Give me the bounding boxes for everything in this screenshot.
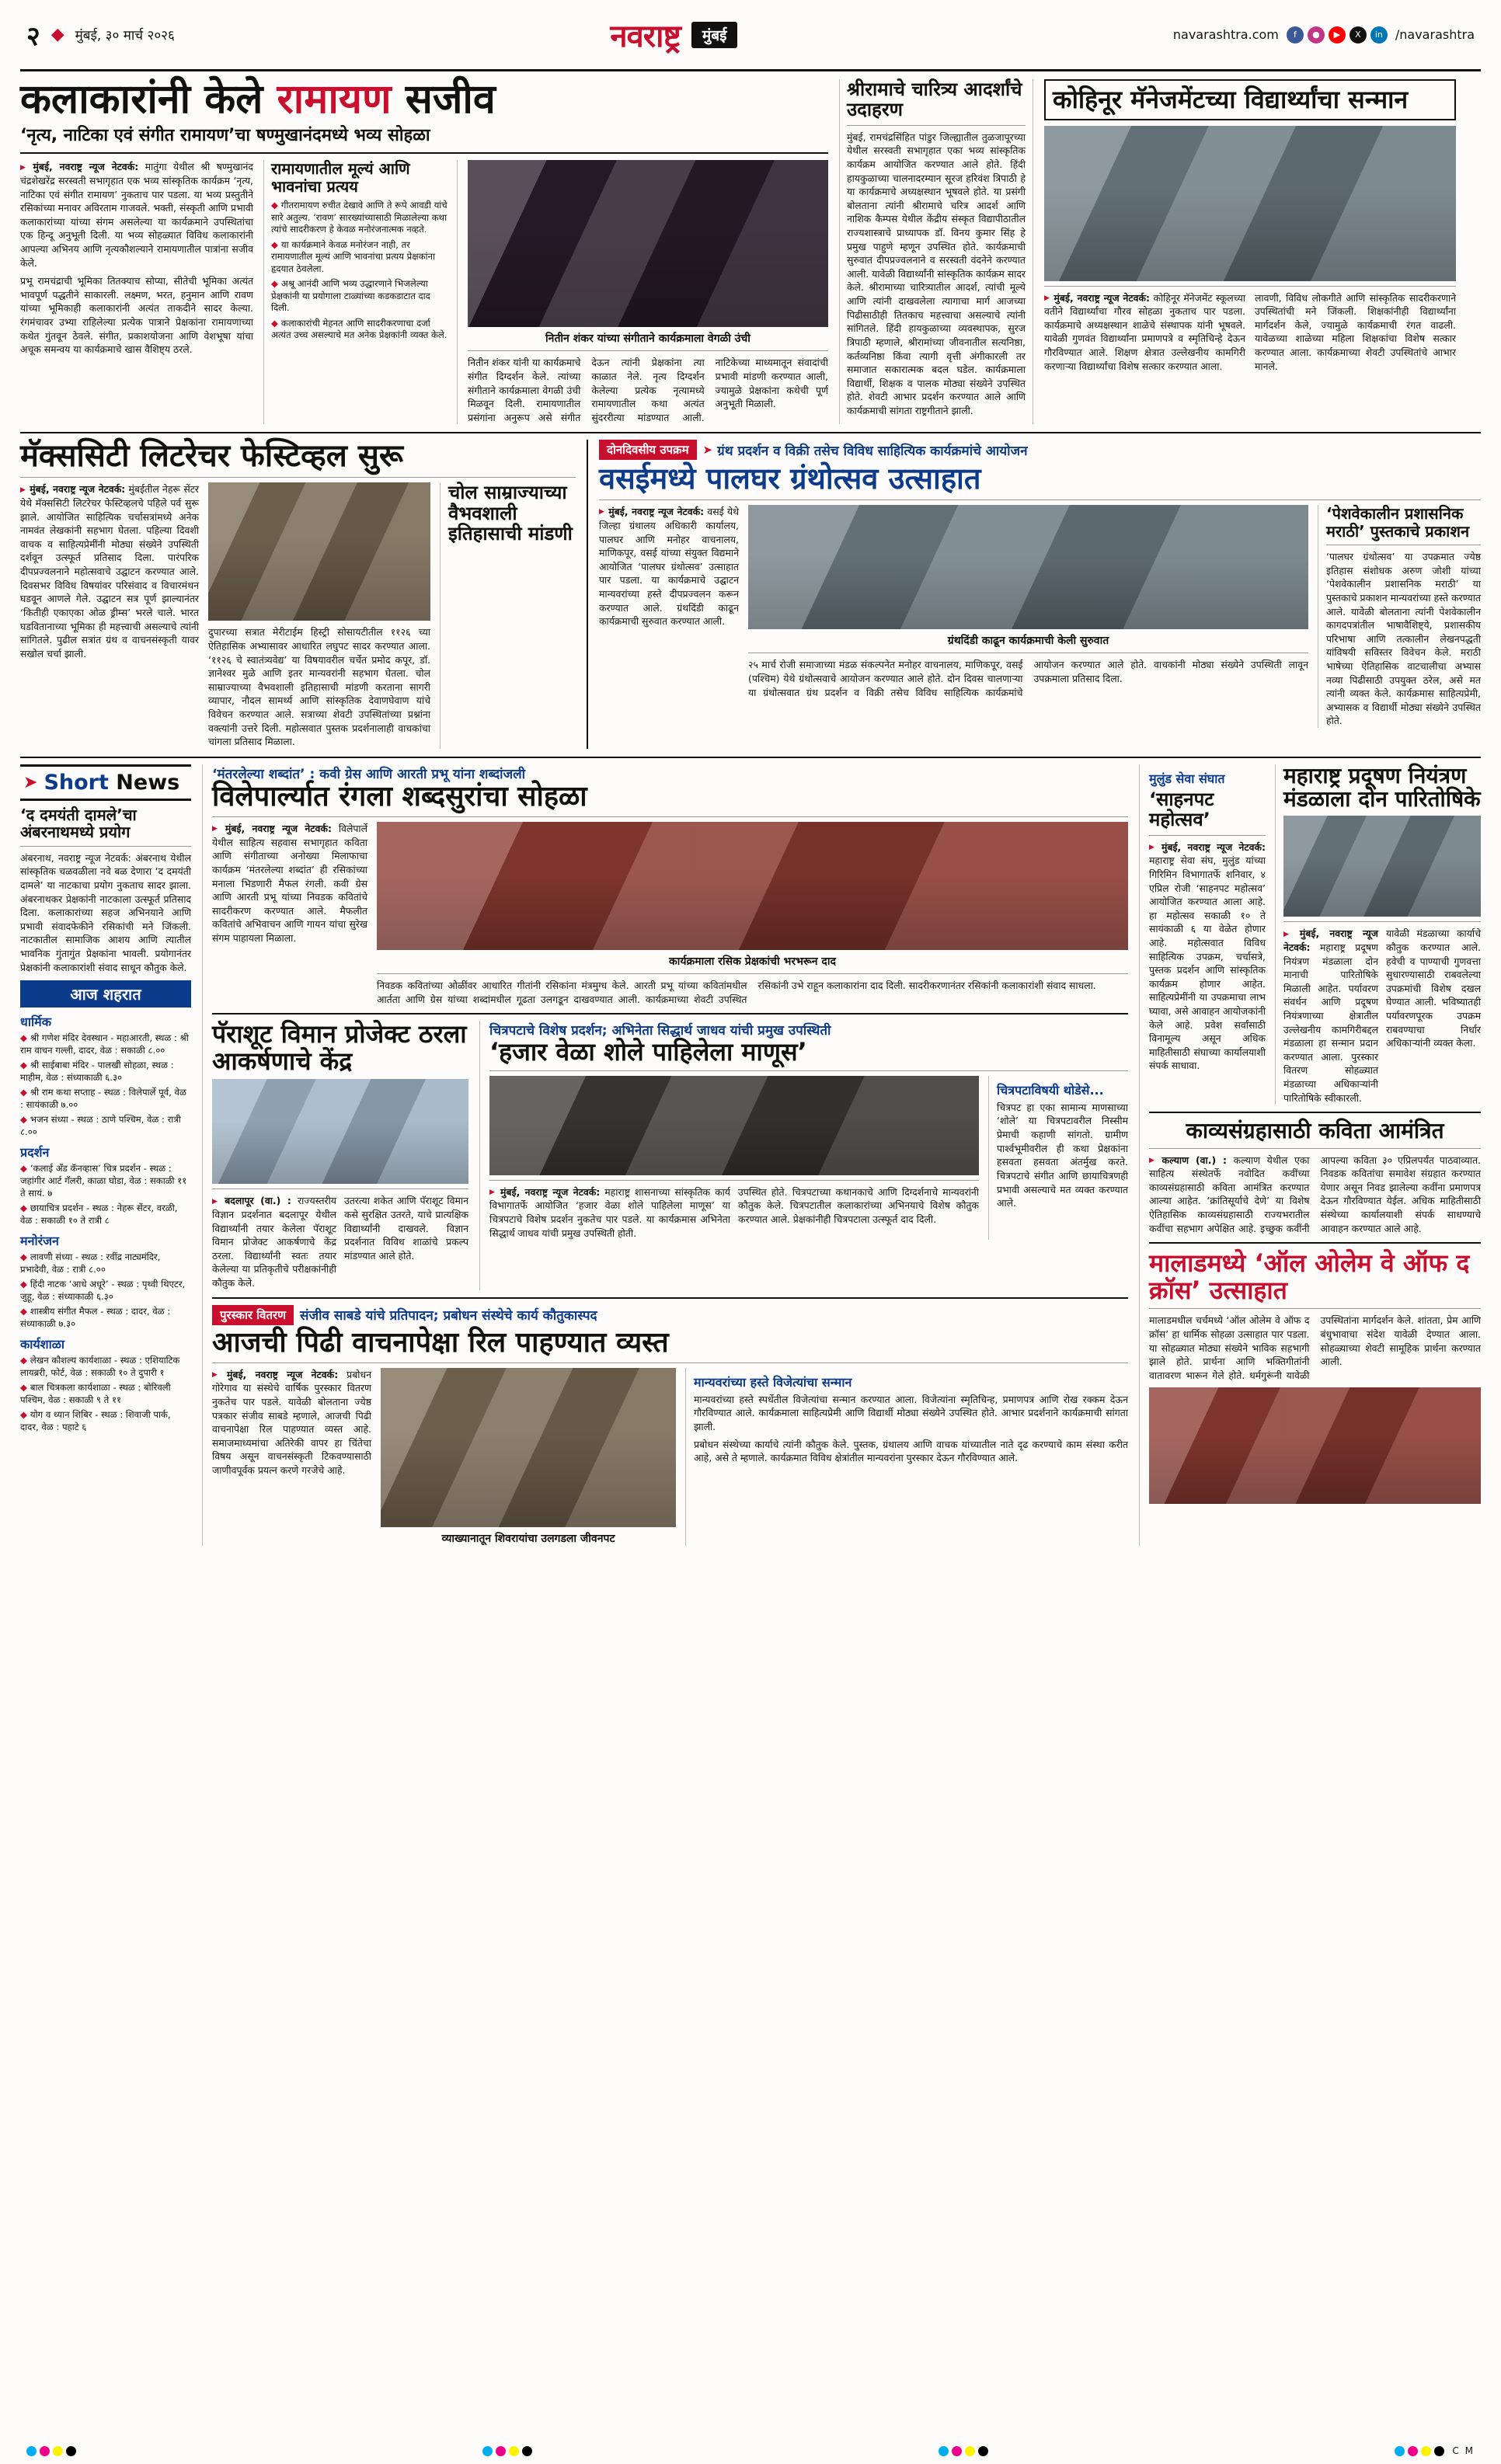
- aaj-item: बाल चित्रकला कार्यशाळा - स्थळ : बोरिवली पश्चिम, वेळ : सकाळी ९ ते ११: [20, 1382, 171, 1405]
- aaj-shahrat-head: आज शहरात: [20, 980, 191, 1008]
- vasai-story: [587, 440, 1481, 748]
- malad-body: मालाडमधील चर्चमध्ये ‘ऑल ओलेम वे ऑफ द क्रॉस’ हा धार्मिक सोहळा उत्साहात पार पडला. या सोहळ्यात मोठ्या संख्येने भाविक सहभागी झाले होते. प्रार्थना आणि भक्तिगीतांनी वातावरण भारून गेले होते. धर्मगुरूंनी यावेळी उपस्थितांना मार्गदर्शन केले. शांतता, प्रेम आणि बंधुभावाचा संदेश यावेळी देण्यात आला. सोहळ्याच्या शेवटी सामूहिक प्रार्थना करण्यात आली.: [1149, 1314, 1481, 1381]
- parachute-headline: पॅराशूट विमान प्रोजेक्ट ठरला आकर्षणाचे केंद्र: [212, 1019, 467, 1076]
- parachute-byline: ▶ बदलापूर (वा.) :: [212, 1195, 291, 1206]
- lead-body-2: प्रभू रामचंद्राची भूमिका तितक्याच सोप्या, सीतेची भूमिका अत्यंत भावपूर्ण पद्धतीने साकारली. लक्ष्मण, भरत, हनुमान आणि रावण यांच्या भूमिकाही कलाकारांनी अत्यंत ताकदीने सादर केल्या. रंगमंचावर उभ्या राहिलेल्या प्रत्येक पात्राने प्रेक्षकांना रामायणाच्या कथेत गुंतवून ठेवले. संगीत, प्रकाशयोजना आणि वेशभूषा यांचा अचूक समन्वय या कार्यक्रमाचे खास वैशिष्ट्य ठरले.: [20, 275, 253, 356]
- shole-byline: ▶ मुंबई, नवराष्ट्र न्यूज नेटवर्क:: [489, 1186, 600, 1198]
- vasai-body-right: २५ मार्च रोजी समाजाच्या मंडळ संकल्पनेत मनोहर वाचनालय, माणिकपूर, वसई (पश्चिम) येथे ग्रंथोत्सवाचे आयोजन करण्यात आले होते. दोन दिवस चालणाऱ्या या ग्रंथोत्सवात ग्रंथ प्रदर्शन व विक्री तसेच विविध साहित्यिक कार्यक्रमांचे आयोजन करण्यात आले होते. वाचकांनी मोठ्या संख्येने उपस्थिती लावून उपक्रमाला प्रतिसाद दिला.: [748, 659, 1308, 698]
- aaj-item: श्री राम कथा सप्ताह - स्थळ : विलेपार्ले पूर्व, वेळ : सायंकाळी ७.००: [20, 1087, 186, 1110]
- kohinoor-body-left: कोहिनूर मॅनेजमेंट स्कूलच्या वतीने विद्यार्थ्यांचा गौरव सोहळा नुकताच पार पडला. कार्यक्रमाचे अध्यक्षस्थान शाळेचे संस्थापक यांनी भूषवले. यावेळी गुणवंत विद्यार्थ्यांना प्रमाणपत्रे व स्मृतिचिन्हे देऊन गौरविण्यात आले. शिक्षण क्षेत्रात उल्लेखनीय कामगिरी करणाऱ्या विद्यार्थ्यांचा विशेष सत्कार करण्यात आला.: [1044, 291, 1245, 372]
- aaj-section-title: प्रदर्शन: [20, 1145, 50, 1161]
- list-item: ◆ शास्त्रीय संगीत मैफल - स्थळ : दादर, वेळ : संध्याकाळी ७.३०: [20, 1306, 171, 1329]
- maxcity-story: [20, 440, 576, 748]
- short-news-item-body: अंबरनाथ, नवराष्ट्र न्यूज नेटवर्क: अंबरनाथ येथील सांस्कृतिक चळवळीला नवे बळ देणारा ‘द दमयंती दामले’ या नाटकाचा प्रयोग नुकताच सादर झाला. अंबरनाथकर प्रेक्षकांनी नाटकाला उत्स्फूर्त प्रतिसाद दिला. कलाकारांच्या सहज अभिनयाने आणि प्रभावी संवादफेकीने रसिकांची मने जिंकली. नाटकातील सामाजिक आशय आणि त्यातील भावनिक गुंतागुंत प्रेक्षकांना भावली. प्रयोगानंतर प्रेक्षकांनी कलाकारांशी संवाद साधून कौतुक केले.: [20, 851, 191, 973]
- social-icons: [1287, 26, 1388, 44]
- vileparle-byline: ▶ मुंबई, नवराष्ट्र न्यूज नेटवर्क:: [212, 823, 332, 834]
- lead-point-text: या कार्यक्रमाने केवळ मनोरंजन नाही, तर रामायणातील मूल्यं आणि भावनांचा प्रत्यय प्रेक्षकांना हृदयात ठेवलेला.: [271, 238, 435, 274]
- left-rail: [20, 764, 191, 1546]
- vasai-headline: वसईमध्ये पालघर ग्रंथोत्सव उत्साहात: [599, 461, 981, 496]
- mulund-headline: ‘साहनपट महोत्सव’: [1149, 788, 1214, 831]
- vasai-byline: ▶ मुंबई, नवराष्ट्र न्यूज नेटवर्क:: [599, 506, 704, 517]
- arrow-icon: ➤: [23, 772, 38, 792]
- aaj-section-title: धार्मिक: [20, 1014, 51, 1030]
- list-item: ◆ श्री साईबाबा मंदिर - पालखी सोहळा, स्थळ : माहीम, वेळ : संध्याकाळी ६.३०: [20, 1060, 174, 1083]
- pollution-body-right: यावेळी मंडळाच्या कार्याचे कौतुक करण्यात आले. हवेची व पाण्याची गुणवत्ता सुधारण्यासाठी राबवलेल्या उपक्रमांची विशेष दखल घेण्यात आली. भविष्यातही पर्यावरणपूरक उपक्रम राबवण्याचा निर्धार अधिकाऱ्यांनी व्यक्त केला.: [1386, 927, 1481, 1049]
- awards-body-right: प्रबोधन संस्थेच्या कार्याचे त्यांनी कौतुक केले. पुस्तक, ग्रंथालय आणि वाचक यांच्यातील नाते दृढ करण्याचे काम संस्था करीत आहे, असे ते म्हणाले. कार्यक्रमात विविध क्षेत्रांतील मान्यवरांना पुरस्कार देऊन गौरविण्यात आले.: [694, 1438, 1128, 1464]
- lead-story: [20, 76, 828, 424]
- vasai-body-left: वसई येथे जिल्हा ग्रंथालय अधिकारी कार्यालय, पालघर आणि मनोहर वाचनालय, माणिकपूर, वसई यांच्या संयुक्त विद्यमाने आयोजित ‘पालघर ग्रंथोत्सव’ उत्साहात पार पडला. या कार्यक्रमाचे उद्घाटन मान्यवरांच्या हस्ते दीपप्रज्वलन करून करण्यात आले. ग्रंथदिंडी काढून कार्यक्रमाची सुरुवात करण्यात आली.: [599, 506, 740, 628]
- list-item: ◆ अश्रू आनंदी आणि भव्य उद्धारणाने भिजलेल्या प्रेक्षकांनी या प्रयोगाला टाळ्यांच्या कडकडाटात दाद दिली.: [271, 278, 430, 314]
- masthead-center: [610, 13, 737, 56]
- lead-text-cols: [20, 160, 253, 424]
- lead-box-head: रामायणातील मूल्यं आणि भावनांचा प्रत्यय: [271, 159, 410, 196]
- awards-side-head: मान्यवरांच्या हस्ते विजेत्यांचा सन्मान: [694, 1374, 852, 1390]
- kohinoor-box: [1044, 79, 1456, 120]
- kohinoor-photo: [1044, 126, 1456, 281]
- vileparle-body-right: निवडक कवितांच्या ओळींवर आधारित गीतांनी रसिकांना मंत्रमुग्ध केले. आरती प्रभू यांच्या कवितांमधील आर्तता आणि ग्रेस यांच्या शब्दांमधील गूढता उलगडून दाखवण्यात आली. कार्यक्रमाच्या शेवटी उपस्थित रसिकांनी उभे राहून कलाकारांना दाद दिली. सादरीकरणानंतर रसिकांनी कलाकारांशी संवाद साधला.: [377, 980, 1096, 1005]
- mulund-kicker: मुलुंड सेवा संघात: [1149, 771, 1225, 786]
- arrow-icon: ➤: [702, 443, 713, 458]
- aaj-item: हिंदी नाटक ‘आधे अधूरे’ - स्थळ : पृथ्वी थिएटर, जुहू, वेळ : संध्याकाळी ६.३०: [20, 1279, 186, 1302]
- mulund-story: [1149, 764, 1266, 1105]
- shole-headline: ‘हजार वेळा शोले पाहिलेला माणूस’: [489, 1037, 807, 1067]
- malad-photo: [1149, 1387, 1481, 1504]
- short-news-title-b: News: [116, 770, 180, 795]
- list-item: ◆ ‘कलाई अँड कॅनव्हास’ चित्र प्रदर्शन - स्थळ : जहांगीर आर्ट गॅलरी, काळा घोडा, वेळ : सकाळी ११ ते सायं. ७: [20, 1163, 187, 1199]
- lead-point-text: अश्रू आनंदी आणि भव्य उद्धारणाने भिजलेल्या प्रेक्षकांनी या प्रयोगाला टाळ्यांच्या कडकडाटात दाद दिली.: [271, 278, 430, 314]
- facebook-icon[interactable]: f: [1287, 26, 1304, 44]
- awards-body-left: प्रबोधन गोरेगाव या संस्थेचे वार्षिक पुरस्कार वितरण नुकतेच पार पडले. यावेळी बोलताना ज्येष्ठ पत्रकार संजीव साबडे म्हणाले, आजची पिढी वाचनापेक्षा रिल पाहण्यात व्यस्त आहे. समाजमाध्यमांचा अतिरेकी वापर हा चिंतेचा विषय असून वाचनसंस्कृती टिकवण्यासाठी जाणीवपूर्वक प्रयत्न करणे गरजेचे आहे.: [212, 1368, 371, 1477]
- parachute-body-left: राज्यस्तरीय विज्ञान प्रदर्शनात बदलापूर येथील विद्यार्थ्यांनी तयार केलेला पॅराशूट विमान प्रोजेक्ट आकर्षणाचे केंद्र ठरला. विद्यार्थ्यांनी स्वतः तयार केलेल्या या प्रतिकृतीचे परीक्षकांनीही कौतुक केले.: [212, 1195, 336, 1289]
- color-dots-right: [1395, 2446, 1444, 2456]
- lead-headline-part2: सजीव: [391, 76, 496, 123]
- right-rail: [1139, 764, 1481, 1546]
- maxcity-sub-headline: चोल साम्राज्याच्या वैभवशाली इतिहासाची मांडणी: [448, 482, 573, 545]
- kavya-body: कल्याण येथील एका साहित्य संस्थेतर्फे नवोदित कवींच्या काव्यसंग्रहासाठी कविता आमंत्रित करण्यात आल्या आहेत. ‘क्रांतिसूर्याचे देणे’ या विशेष ऐतिहासिक काव्यसंग्रहासाठी राज्यभरातील कवींचा सहभाग अपेक्षित आहे. इच्छुक कवींनी आपल्या कविता ३० एप्रिलपर्यंत पाठवाव्यात. निवडक कवितांचा समावेश संग्रहात करण्यात येणार असून निवड झालेल्या कवींना प्रमाणपत्र देऊन गौरविण्यात येईल. अधिक माहितीसाठी संस्थेच्या कार्यालयाशी संपर्क साधण्याचे आवाहन करण्यात आले आहे.: [1149, 1154, 1481, 1234]
- vileparle-body-left: विलेपार्ले येथील साहित्य सहवास सभागृहात कविता आणि संगीताच्या अनोख्या मिलाफाचा कार्यक्रम ‘मंतरलेल्या शब्दांत’ ही रसिकांच्या मनाला भिडणारी मैफल रंगली. कवी ग्रेस आणि आरती प्रभू यांच्या निवडक कवितांचे सादरीकरण करण्यात आले. मैफलीत कवितांचे अभिवाचन आणि गायन यांचा सुरेख संगम पाहायला मिळाला.: [212, 823, 367, 944]
- parachute-shole-block: [212, 1021, 1128, 1289]
- vileparle-story: [212, 764, 1128, 1006]
- lead-photo-caption: नितीन शंकर यांच्या संगीताने कार्यक्रमाला वेगळी उंची: [545, 332, 750, 346]
- cm-mark: C M: [1452, 2445, 1475, 2456]
- list-item: ◆ कलाकारांची मेहनत आणि सादरीकरणाचा दर्जा अत्यंत उच्च असल्याचे मत अनेक प्रेक्षकांनी व्यक्त केले.: [271, 317, 448, 341]
- bullet-icon: ◆: [50, 25, 64, 44]
- top-block: [20, 71, 1481, 424]
- lead-photo: [468, 160, 828, 327]
- awards-kicker: संजीव साबडे यांचे प्रतिपादन; प्रबोधन संस्थेचे कार्य कौतुकास्पद: [300, 1308, 597, 1324]
- vasai-kicker-badge: दोनदिवसीय उपक्रम: [599, 440, 697, 460]
- brand-title: नवराष्ट्र: [610, 19, 681, 54]
- vasai-side-headline: ‘पेशवेकालीन प्रशासनिक मराठी’ पुस्तकाचे प्रकाशन: [1326, 504, 1470, 541]
- masthead-left: [26, 17, 175, 53]
- list-item: ◆ गीतरामायण रुचीत देखावे आणि ते रूपे आवडी यांचे सारे अतुल्य. ‘रावण’ सारख्यांच्यासाठी मिळालेल्या कथा त्यांचे सादरीकरण हे केवळ मनोरंजनात्मक नव्हते.: [271, 200, 448, 235]
- lead-headline-highlight: रामायण: [277, 76, 392, 123]
- aaj-item: श्री गणेश मंदिर देवस्थान - महाआरती, स्थळ : श्री राम वाचन गल्ली, दादर, वेळ : सकाळी ८.००: [20, 1032, 189, 1056]
- mulund-body: महाराष्ट्र सेवा संघ, मुलुंड यांच्या गिरिमिन विभागातर्फे शनिवार, ४ एप्रिल रोजी ‘साहनपट महोत्सव’ आयोजित करण्यात आला आहे. हा महोत्सव सकाळी १० ते सायंकाळी ६ या वेळेत होणार आहे. महोत्सवात विविध साहित्यिक उपक्रम, चर्चासत्रे, पुस्तक प्रदर्शन आणि सांस्कृतिक कार्यक्रम होणार आहेत. साहित्यप्रेमींनी या उपक्रमाचा लाभ घ्यावा, असे आवाहन आयोजकांनी केले आहे. प्रवेश सर्वांसाठी विनामूल्य असून अधिक माहितीसाठी संघाच्या कार्यालयाशी संपर्क साधावा.: [1149, 854, 1266, 1072]
- aaj-item: योग व ध्यान शिबिर - स्थळ : शिवाजी पार्क, दादर, वेळ : पहाटे ६: [20, 1409, 171, 1432]
- instagram-icon[interactable]: ●: [1308, 26, 1325, 44]
- lead-point-text: कलाकारांची मेहनत आणि सादरीकरणाचा दर्जा अत्यंत उच्च असल्याचे मत अनेक प्रेक्षकांनी व्यक्त केले.: [271, 317, 448, 341]
- awards-story: [212, 1305, 1128, 1546]
- awards-headline: आजची पिढी वाचनापेक्षा रिल पाहण्यात व्यस्त: [212, 1326, 669, 1359]
- aaj-item: श्री साईबाबा मंदिर - पालखी सोहळा, स्थळ : माहीम, वेळ : संध्याकाळी ६.३०: [20, 1060, 174, 1083]
- parachute-photo: [212, 1079, 468, 1184]
- list-item: ◆ या कार्यक्रमाने केवळ मनोरंजन नाही, तर रामायणातील मूल्यं आणि भावनांचा प्रत्यय प्रेक्षकांना हृदयात ठेवलेला.: [271, 238, 435, 274]
- ram-headline: श्रीरामाचे चारित्र्य आदर्शांचे उदाहरण: [847, 78, 1022, 121]
- aaj-section-title: मनोरंजन: [20, 1234, 59, 1249]
- ram-body: मुंबई, रामचंद्रसिंहित पांडुर जिल्ह्यातील तुळजापूरच्या येथील सरस्वती सभागृहात एका भव्य सांस्कृतिक कार्यक्रम आयोजित करण्यात आले होते. हिंदी हायकुळाच्या चालनादरम्यान सूरज हरिवंश त्रिपाठी हे या कार्यक्रमाचे अध्यक्षस्थान भूषवले होते. या प्रसंगी बोलताना त्यांनी श्रीरामाचे चरित्र आदर्श आणि नाशिक कैम्पस येथील केंद्रीय संस्कृत विद्यापीठातील राज्यशास्त्राचे प्राध्यापक डॉ. विनय कुमार सिंह हे प्रमुख पाहुणे म्हणून उपस्थित होते. कार्यक्रमाची सुरुवात दीपप्रज्वलनाने व सरस्वती वंदनेने करण्यात आली. यावेळी विद्यार्थ्यांनी सांस्कृतिक कार्यक्रम सादर केले. श्रीरामाच्या चारित्र्यातील आदर्श, त्यांची मूल्ये आणि त्यांनी दाखवलेला त्यागाचा मार्ग आजच्या पिढीसाठीही तितकाच महत्त्वाचा असल्याचे त्यांनी सांगितले. हिंदी हायकुळाच्या व्यवस्थापक, सुरज त्रिपाठी म्हणाले, श्रीरामांच्या जीवनातील सत्यनिष्ठा, कर्तव्यनिष्ठा किंवा त्यागी वृत्ती अंगीकारली तर समाजात सकारात्मक बदल घडेल. कार्यक्रमाला विद्यार्थी, शिक्षक व पालक मोठ्या संख्येने उपस्थित होते. शेवटी आभार प्रदर्शन करण्यात आले आणि कार्यक्रमाची सांगता राष्ट्रगीताने झाली.: [847, 131, 1026, 416]
- vileparle-headline: विलेपार्ल्यात रंगला शब्दसुरांचा सोहळा: [212, 780, 587, 813]
- awards-byline: ▶ मुंबई, नवराष्ट्र न्यूज नेटवर्क:: [212, 1369, 338, 1380]
- masthead-date: मुंबई, ३० मार्च २०२६: [75, 28, 175, 44]
- linkedin-icon[interactable]: in: [1370, 26, 1388, 44]
- aaj-item: छायाचित्र प्रदर्शन - स्थळ : नेहरू सेंटर, वरळी, वेळ : सकाळी १० ते रात्री ८: [20, 1202, 178, 1226]
- pollution-byline: ▶ मुंबई, नवराष्ट्र न्यूज नेटवर्क:: [1283, 927, 1378, 953]
- lead-subhead: ‘नृत्य, नाटिका एवं संगीत रामायण’चा षण्मुखानंदमध्ये भव्य सोहळा: [20, 126, 430, 145]
- parachute-body-right: उतरत्या शकेत आणि पॅराशूट विमान कसे सुरक्षित उतरते, याचे प्रात्यक्षिक विद्यार्थ्यांनी दाखवले. विज्ञान प्रदर्शनात विविध शाळांचे प्रकल्प मांडण्यात आले होते.: [344, 1195, 468, 1262]
- maxcity-photo: [208, 482, 430, 621]
- short-news-bar: [20, 764, 191, 801]
- lead-values-box: [263, 160, 458, 424]
- vasai-photo: [748, 505, 1308, 629]
- kohinoor-byline: ▶ मुंबई, नवराष्ट्र न्यूज नेटवर्क:: [1044, 292, 1150, 304]
- shole-side-head: चित्रपटाविषयी थोडेसे...: [997, 1082, 1104, 1098]
- pollution-photo: [1283, 816, 1481, 917]
- awards-photo-caption: व्याख्यानातून शिवरायांचा उलगडला जीवनपट: [441, 1532, 615, 1545]
- pollution-headline: महाराष्ट्र प्रदूषण नियंत्रण मंडळाला दोन पारितोषिके: [1283, 762, 1481, 813]
- maxcity-sub-body: दुपारच्या सत्रात मेरीटाईम हिस्ट्री सोसायटीतील ११२६ च्या ऐतिहासिक अभ्यासावर आधारित लघुपट सादर करण्यात आला. ‘११२६ चे स्वातंत्र्यवेद्य’ या विषयावरील चर्चेत प्रमोद कपूर, डॉ. ज्ञानेश्वर मुळे आणि इतर मान्यवरांनी सहभाग घेतला. चोल साम्राज्याच्या वैभवशाली इतिहासाची मांडणी करताना सागरी व्यापार, नौदल सामर्थ्य आणि सांस्कृतिक देवाणघेवाण यांचे विवेचन करण्यात आले. सत्राच्या शेवटी उपस्थितांच्या प्रश्नांना वक्त्यांनी उत्तरे दिली. महोत्सवात पुस्तक प्रदर्शनालाही वाचकांचा चांगला प्रतिसाद मिळाला.: [208, 626, 430, 748]
- kohinoor-story: [1044, 79, 1456, 424]
- lower-block: [20, 764, 1481, 1546]
- lead-headline-part1: कलाकारांनी केले: [20, 76, 277, 123]
- vasai-photo-caption: ग्रंथदिंडी काढून कार्यक्रमाची केली सुरुवात: [947, 635, 1109, 648]
- list-item: ◆ बाल चित्रकला कार्यशाळा - स्थळ : बोरिवली पश्चिम, वेळ : सकाळी ९ ते ११: [20, 1382, 171, 1405]
- masthead: [20, 0, 1481, 71]
- awards-badge: पुरस्कार वितरण: [212, 1305, 294, 1325]
- list-item: ◆ भजन संध्या - स्थळ : ठाणे पश्चिम, वेळ : रात्री ८.००: [20, 1114, 181, 1137]
- shole-story: [479, 1021, 1128, 1289]
- vasai-side-body: ‘पालघर ग्रंथोत्सव’ या उपक्रमात ज्येष्ठ इतिहास संशोधक अरुण जोशी यांच्या ‘पेशवेकालीन प्रशासनिक मराठी’ या पुस्तकाचे प्रकाशन मान्यवरांच्या हस्ते करण्यात आले. यावेळी बोलताना त्यांनी पेशवेकालीन कागदपत्रांतील भाषावैशिष्ट्ये, प्रशासकीय परिभाषा आणि तत्कालीन लेखनपद्धती यांविषयी सविस्तर विवेचन केले. मराठी भाषेच्या ऐतिहासिक वाटचालीचा अभ्यास नव्या पिढीसाठी उपयुक्त ठरेल, असे मत त्यांनी व्यक्त केले. कार्यक्रमास साहित्यप्रेमी, अभ्यासक व विद्यार्थी मोठ्या संख्येने उपस्थित होते.: [1326, 551, 1481, 727]
- pollution-story: [1275, 764, 1481, 1105]
- aaj-section: [20, 1143, 191, 1227]
- website-url[interactable]: navarashtra.com: [1172, 27, 1279, 42]
- list-item: ◆ लावणी संध्या - स्थळ : रवींद्र नाट्यमंदिर, प्रभादेवी, वेळ : रात्री ८.००: [20, 1251, 161, 1275]
- mulund-pollution-block: [1149, 764, 1481, 1105]
- vasai-kicker-line: ग्रंथ प्रदर्शन व विक्री तसेच विविध साहित्यिक कार्यक्रमांचे आयोजन: [717, 443, 1028, 459]
- aaj-section: [20, 1013, 191, 1138]
- list-item: ◆ श्री गणेश मंदिर देवस्थान - महाआरती, स्थळ : श्री राम वाचन गल्ली, दादर, वेळ : सकाळी ८.००: [20, 1032, 189, 1056]
- color-dots-left: [26, 2446, 76, 2456]
- kohinoor-headline: कोहिनूर मॅनेजमेंटच्या विद्यार्थ्यांचा सन्मान: [1053, 85, 1409, 114]
- short-news-title-a: Short: [44, 770, 109, 795]
- awards-photo: [381, 1368, 676, 1527]
- list-item: ◆ लेखन कौशल्य कार्यशाळा - स्थळ : एशियाटिक लायब्ररी, फोर्ट, वेळ : सकाळी १० ते दुपारी १: [20, 1355, 180, 1378]
- youtube-icon[interactable]: ▶: [1329, 26, 1346, 44]
- page-number: २: [26, 20, 40, 52]
- list-item: ◆ छायाचित्र प्रदर्शन - स्थळ : नेहरू सेंटर, वरळी, वेळ : सकाळी १० ते रात्री ८: [20, 1202, 178, 1226]
- kavya-byline: ▶ कल्याण (वा.) :: [1149, 1154, 1227, 1166]
- aaj-item: लावणी संध्या - स्थळ : रवींद्र नाट्यमंदिर, प्रभादेवी, वेळ : रात्री ८.००: [20, 1251, 161, 1275]
- shole-body-left: महाराष्ट्र शासनाच्या सांस्कृतिक कार्य विभागातर्फे आयोजित ‘हजार वेळा शोले पाहिलेला माणूस’ या चित्रपटाचे विशेष प्रदर्शन नुकतेच पार पडले. या कार्यक्रमास अभिनेता सिद्धार्थ जाधव यांची प्रमुख उपस्थिती होती.: [489, 1185, 730, 1239]
- masthead-right: [1173, 26, 1475, 44]
- malad-story: [1149, 1250, 1481, 1504]
- kavya-headline: काव्यसंग्रहासाठी कविता आमंत्रित: [1186, 1118, 1444, 1144]
- list-item: ◆ श्री राम कथा सप्ताह - स्थळ : विलेपार्ले पूर्व, वेळ : सायंकाळी ७.००: [20, 1087, 186, 1110]
- vileparle-photo: [377, 822, 1128, 950]
- list-item: ◆ योग व ध्यान शिबिर - स्थळ : शिवाजी पार्क, दादर, वेळ : पहाटे ६: [20, 1409, 171, 1432]
- lead-byline: ▶ मुंबई, नवराष्ट्र न्यूज नेटवर्क:: [20, 161, 138, 172]
- maxcity-byline: ▶ मुंबई, नवराष्ट्र न्यूज नेटवर्क:: [20, 483, 125, 495]
- maxcity-headline: मॅक्ससिटी लिटरेचर फेस्टिव्हल सुरू: [20, 438, 403, 475]
- ram-character-story: [839, 79, 1033, 424]
- shole-photo: [489, 1076, 979, 1175]
- vileparle-kicker: ‘मंतरलेल्या शब्दांत’ : कवी ग्रेस आणि आरती प्रभू यांना शब्दांजली: [212, 766, 526, 782]
- aaj-item: भजन संध्या - स्थळ : ठाणे पश्चिम, वेळ : रात्री ८.००: [20, 1114, 181, 1137]
- shole-body-right: उपस्थित होते. चित्रपटाच्या कथानकाचे आणि दिग्दर्शनाचे मान्यवरांनी कौतुक केले. चित्रपटातील कलाकारांच्या अभिनयाचे विशेष कौतुक करण्यात आले. प्रेक्षकांनीही चित्रपटाला उत्स्फूर्त दाद दिली.: [738, 1185, 979, 1226]
- aaj-item: लेखन कौशल्य कार्यशाळा - स्थळ : एशियाटिक लायब्ररी, फोर्ट, वेळ : सकाळी १० ते दुपारी १: [20, 1355, 180, 1378]
- lead-point-text: गीतरामायण रुचीत देखावे आणि ते रूपे आवडी यांचे सारे अतुल्य. ‘रावण’ सारख्यांच्यासाठी मिळालेल्या कथा त्यांचे सादरीकरण हे केवळ मनोरंजनात्मक नव्हते.: [271, 200, 448, 235]
- center-rail: [202, 764, 1128, 1546]
- pollution-body-left: महाराष्ट्र प्रदूषण नियंत्रण मंडळाला दोन मानाची पारितोषिके मिळाली आहेत. पर्यावरण संवर्धन आणि प्रदूषण नियंत्रणाच्या क्षेत्रातील उल्लेखनीय कामगिरीबद्दल मंडळाला हा सन्मान प्रदान करण्यात आला. पुरस्कार वितरण सोहळ्यात मंडळाच्या अधिकाऱ्यांनी पारितोषिके स्वीकारली.: [1283, 941, 1378, 1104]
- short-news-item-head: ‘द दमयंती दामले’चा अंबरनाथमध्ये प्रयोग: [20, 805, 137, 842]
- mulund-byline: ▶ मुंबई, नवराष्ट्र न्यूज नेटवर्क:: [1149, 841, 1266, 853]
- color-dots-mid1: [482, 2446, 532, 2456]
- malad-headline: मालाडमध्ये ‘ऑल ओलेम वे ऑफ द क्रॉस’ उत्साहात: [1149, 1248, 1470, 1305]
- kavya-story: [1149, 1119, 1481, 1235]
- lead-photo-block: [468, 160, 828, 424]
- aaj-section-title: कार्यशाळा: [20, 1337, 65, 1352]
- shole-side-body: चित्रपट हा एका सामान्य माणसाच्या ‘शोले’ या चित्रपटावरील निस्सीम प्रेमाची कहाणी सांगतो. ग्रामीण पार्श्वभूमीवरील ही कथा प्रेक्षकांना हसवता हसवता अंतर्मुख करते. चित्रपटाचे संगीत आणि छायाचित्रणही प्रभावी असल्याचे मत व्यक्त करण्यात आले.: [997, 1101, 1128, 1209]
- aaj-section: [20, 1335, 191, 1433]
- lead-photo-sub: नितीन शंकर यांनी या कार्यक्रमाचे संगीत दिग्दर्शन केले. त्यांच्या संगीताने कार्यक्रमाला वेगळी उंची मिळवून दिली. रामायणातील प्रसंगांना अनुरूप असे संगीत देऊन त्यांनी प्रेक्षकांना त्या काळात नेले. नृत्य दिग्दर्शन केलेल्या प्रत्येक नृत्यामध्ये रामायणातील कथा अत्यंत सुंदररीत्या मांडण्यात आली. नाटिकेच्या माध्यमातून संवादांची प्रभावी मांडणी करण्यात आली, ज्यामुळे प्रेक्षकांना कथेची पूर्ण अनुभूती मिळाली.: [468, 357, 828, 423]
- social-handle[interactable]: /navarashtra: [1395, 27, 1475, 42]
- shole-kicker: चित्रपटाचे विशेष प्रदर्शन; अभिनेता सिद्धार्थ जाधव यांची प्रमुख उपस्थिती: [489, 1023, 831, 1039]
- vileparle-photo-caption: कार्यक्रमाला रसिक प्रेक्षकांची भरभरून दाद: [669, 955, 836, 969]
- middle-block: [20, 440, 1481, 748]
- kohinoor-body-right: लावणी, विविध लोकगीते आणि सांस्कृतिक सादरीकरणाने उपस्थितांची मने जिंकली. शिक्षकांनीही विद्यार्थ्यांना मार्गदर्शन केले, ज्यामुळे कार्यक्रमाची रंगत वाढली. यावेळच्या शाळेच्या महिला शिक्षकांचा विशेष सत्कार करण्यात आला. कार्यक्रमाच्या शेवटी उपस्थितांचे आभार मानले.: [1255, 291, 1456, 372]
- city-badge: मुंबई: [691, 22, 738, 48]
- twitter-icon[interactable]: X: [1350, 26, 1367, 44]
- aaj-section: [20, 1232, 191, 1330]
- maxcity-body: मुंबईतील नेहरू सेंटर येथे मॅक्ससिटी लिटरेचर फेस्टिव्हलचे पहिले पर्व सुरू झाले. आयोजित साहित्यिक चर्चासत्रांमध्ये अनेक नामवंत लेखकांनी सहभाग घेतला. पहिल्या दिवशी वाचक व साहित्यप्रेमींनी मोठ्या संख्येने उपस्थिती दर्शवून उत्स्फूर्त प्रतिसाद दिला. पारंपरिक दीपप्रज्वलनाने महोत्सवाचे उद्घाटन करण्यात आले. दिवसभर विविध विषयांवर परिसंवाद व विचारमंथन घडवून आणले गेले. उद्घाटन सत्र पूर्ण झाल्यानंतर ‘कितीही एकाएका ओळ ड्रीम्स’ भरले चाले. भारत घडवितानाच्या भूमिका ही महत्त्वाची असल्याचे त्यांनी सांगितले. पुढील सत्रांत ग्रंथ व वाचनसंस्कृती यावर सखोल चर्चा झाली.: [20, 483, 200, 660]
- color-dots-mid2: [939, 2446, 988, 2456]
- list-item: ◆ हिंदी नाटक ‘आधे अधूरे’ - स्थळ : पृथ्वी थिएटर, जुहू, वेळ : संध्याकाळी ६.३०: [20, 1279, 186, 1302]
- awards-side-body: मान्यवरांच्या हस्ते स्पर्धेतील विजेत्यांचा सन्मान करण्यात आला. विजेत्यांना स्मृतिचिन्ह, प्रमाणपत्र आणि रोख रक्कम देऊन गौरविण्यात आले. कार्यक्रमाला साहित्यप्रेमी आणि विद्यार्थी मोठ्या संख्येने उपस्थित होते. आभार प्रदर्शनाने कार्यक्रमाची सांगता झाली.: [694, 1393, 1128, 1433]
- aaj-item: ‘कलाई अँड कॅनव्हास’ चित्र प्रदर्शन - स्थळ : जहांगीर आर्ट गॅलरी, काळा घोडा, वेळ : सकाळी ११ ते सायं. ७: [20, 1163, 187, 1199]
- parachute-story: [212, 1021, 468, 1289]
- footer-registration-marks: [0, 2445, 1501, 2456]
- aaj-item: शास्त्रीय संगीत मैफल - स्थळ : दादर, वेळ : संध्याकाळी ७.३०: [20, 1306, 171, 1329]
- lead-body-1: मातुंगा येथील श्री षण्मुखानंद चंद्रशेखरेंद्र सरस्वती सभागृहात एक भव्य सांस्कृतिक कार्यक्रम ‘नृत्य, नाटिका एवं संगीत रामायण’ नुकताच पार पडला. या भव्य प्रस्तुतीने रसिकांच्या मनावर अविरताम गाजवले. भक्ती, संस्कृती आणि प्रभावी कलाकारांच्या यांच्या संगम असलेल्या या कार्यक्रमाने उपस्थितांचा एक हिन्दू अनुभूती दिली. या भव्य सोहळ्यात विविध कलाकारांनी आपल्या अभिनय आणि नृत्यकौशल्याने रामायणातील पात्रांना सजीव केले.: [20, 161, 253, 269]
- lead-headline: [20, 76, 828, 123]
